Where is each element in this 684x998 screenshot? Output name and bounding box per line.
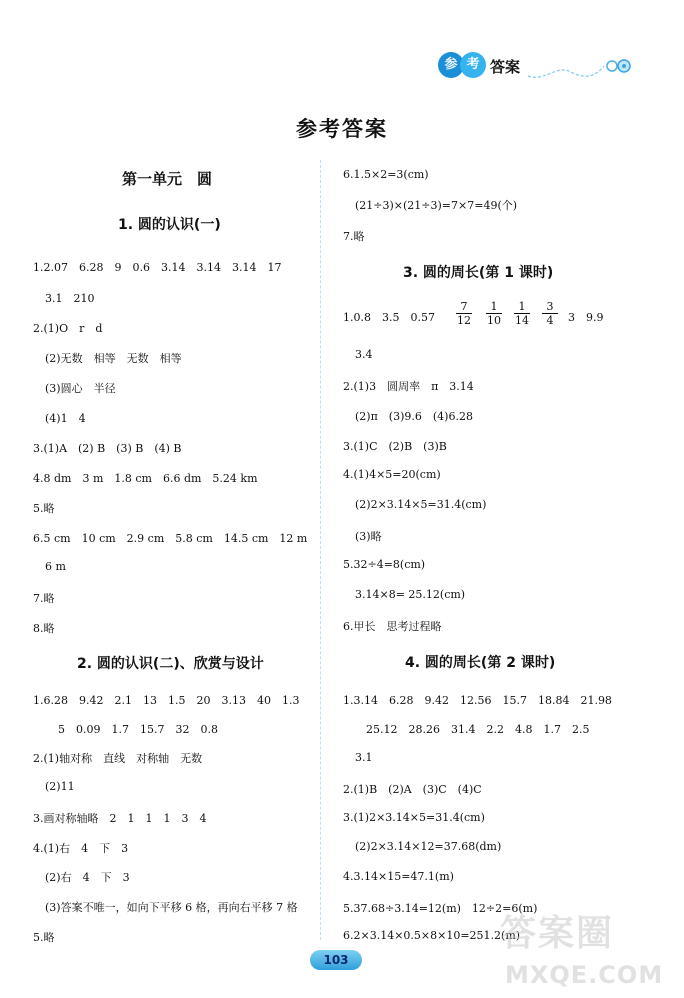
answer-line: 1.3.14 6.28 9.42 12.56 15.7 18.84 21.98 (343, 694, 612, 707)
answer-line: 2.(1)O r d (33, 322, 103, 335)
answer-line: 3.1 210 (45, 292, 95, 305)
answer-line: 25.12 28.26 31.4 2.2 4.8 1.7 2.5 (366, 723, 590, 736)
answer-line: (2)无数 相等 无数 相等 (45, 352, 182, 365)
page-title: 参考答案 (296, 116, 388, 141)
page-number: 103 (310, 950, 362, 970)
answer-line: 7.略 (343, 230, 365, 243)
answer-line: 5 0.09 1.7 15.7 32 0.8 (58, 723, 218, 736)
decorative-swirl-icon (526, 54, 636, 84)
answer-line: (2)右 4 下 3 (45, 871, 130, 884)
section-title-1: 1. 圆的认识(一) (118, 217, 221, 233)
answer-line: 7.略 (33, 592, 55, 605)
answer-line: 3 9.9 (568, 311, 604, 324)
answer-line: (21÷3)×(21÷3)=7×7=49(个) (355, 199, 518, 212)
answer-line: 6.1.5×2=3(cm) (343, 168, 429, 181)
answer-line: (3)答案不唯一，如向下平移 6 格，再向右平移 7 格 (45, 901, 298, 914)
watermark (500, 905, 680, 995)
answer-line: 3.画对称轴略 2 1 1 1 3 4 (33, 812, 207, 825)
fraction: $\frac{1}{14}$ (515, 300, 529, 327)
answer-line: 1.2.07 6.28 9 0.6 3.14 3.14 3.14 17 (33, 261, 282, 274)
answer-line: 3.4 (355, 348, 373, 361)
answer-line: (2)2×3.14×5=31.4(cm) (355, 498, 487, 511)
unit-title: 第一单元 圆 (122, 170, 213, 188)
answer-line: 2.(1)3 圆周率 π 3.14 (343, 380, 474, 393)
answer-line: 4.(1)右 4 下 3 (33, 842, 129, 855)
fraction: $\frac{3}{4}$ (542, 300, 558, 327)
answer-line: 6.2×3.14×0.5×8×10=251.2(m) (343, 929, 521, 942)
answer-line: 5.37.68÷3.14=12(m) 12÷2=6(m) (343, 902, 538, 915)
answer-line: 6 m (45, 560, 66, 573)
answer-line: 4.8 dm 3 m 1.8 cm 6.6 dm 5.24 km (33, 472, 258, 485)
section-title-3: 3. 圆的周长(第 1 课时) (403, 265, 554, 281)
answer-line: 8.略 (33, 622, 55, 635)
answer-line: 5.32÷4=8(cm) (343, 558, 426, 571)
answer-line: 1.6.28 9.42 2.1 13 1.5 20 3.13 40 1.3 (33, 694, 300, 707)
badge-circle-1: 参 (438, 52, 464, 78)
answer-line: (2)π (3)9.6 (4)6.28 (355, 410, 473, 423)
section-title-2: 2. 圆的认识(二)、欣赏与设计 (77, 656, 264, 672)
answer-line: (4)1 4 (45, 412, 86, 425)
column-divider (320, 160, 321, 940)
fraction: $\frac{7}{12}$ (457, 300, 471, 327)
answer-line: 1.0.8 3.5 0.57 (343, 311, 435, 324)
answer-line: 2.(1)B (2)A (3)C (4)C (343, 783, 482, 796)
answer-line: 5.略 (33, 502, 55, 515)
answer-line: (2)2×3.14×12=37.68(dm) (355, 840, 502, 853)
answer-line: 3.(1)A (2) B (3) B (4) B (33, 442, 182, 455)
watermark-url: MXQE.COM (505, 961, 664, 989)
answer-line: 6.甲长 思考过程略 (343, 620, 442, 633)
fraction: $\frac{1}{10}$ (487, 300, 501, 327)
badge-circle-2: 考 (460, 52, 486, 78)
answer-line: 4.(1)4×5=20(cm) (343, 468, 441, 481)
answer-line: 2.(1)轴对称 直线 对称轴 无数 (33, 752, 203, 765)
answer-line: 4.3.14×15=47.1(m) (343, 870, 454, 883)
answer-line: 3.(1)2×3.14×5=31.4(cm) (343, 811, 485, 824)
header-badge (438, 48, 638, 84)
answer-line: 3.1 (355, 751, 373, 764)
answer-line: 3.(1)C (2)B (3)B (343, 440, 447, 453)
answer-line: 6.5 cm 10 cm 2.9 cm 5.8 cm 14.5 cm 12 m (33, 532, 308, 545)
watermark-logo-text: 答案圈 (500, 913, 615, 954)
section-title-4: 4. 圆的周长(第 2 课时) (405, 655, 556, 671)
answer-line: 3.14×8= 25.12(cm) (355, 588, 466, 601)
badge-label: 答案 (490, 58, 521, 76)
answer-line: (3)略 (355, 530, 382, 543)
answer-line: 5.略 (33, 931, 55, 944)
answer-line: (2)11 (45, 780, 75, 793)
answer-line: (3)圆心 半径 (45, 382, 116, 395)
